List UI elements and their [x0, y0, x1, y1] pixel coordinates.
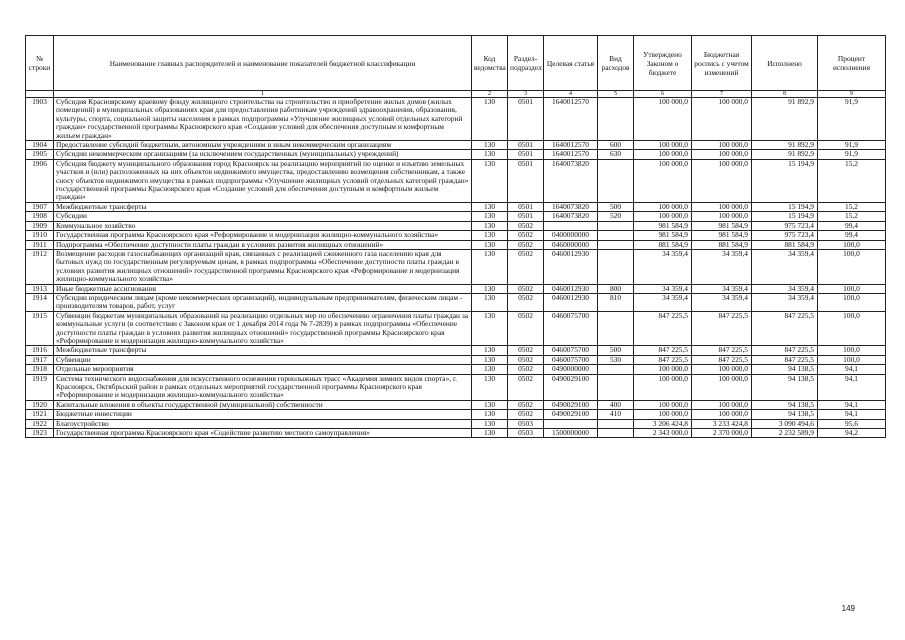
header-row-number: № строки [26, 36, 54, 91]
target-article-cell: 0460000000 [544, 240, 598, 249]
vedomstvo-cell: 130 [472, 240, 508, 249]
target-article-cell [544, 419, 598, 428]
column-number: 1 [54, 91, 472, 98]
executed-cell: 91 892,9 [752, 141, 818, 150]
target-article-cell: 0460012930 [544, 284, 598, 293]
table-row [26, 284, 886, 293]
vedomstvo-cell: 130 [472, 159, 508, 202]
expense-type-cell: 520 [598, 212, 634, 221]
vedomstvo-cell: 130 [472, 202, 508, 211]
razdel-cell: 0502 [508, 355, 544, 364]
table-row [26, 400, 886, 409]
vedomstvo-cell: 130 [472, 284, 508, 293]
target-article-cell: 0490000000 [544, 365, 598, 374]
budget-list-cell: 100 000,0 [692, 150, 752, 159]
executed-cell: 94 138,5 [752, 374, 818, 400]
vedomstvo-cell: 130 [472, 355, 508, 364]
header-executed: Исполнено [752, 36, 818, 91]
item-name-cell: Капитальные вложения в объекты государственной (муниципальной) собственности [54, 400, 472, 409]
budget-list-cell: 847 225,5 [692, 346, 752, 355]
expense-type-cell [598, 365, 634, 374]
table-row [26, 221, 886, 230]
vedomstvo-cell: 130 [472, 98, 508, 141]
executed-cell: 15 194,9 [752, 159, 818, 202]
target-article-cell: 1640073820 [544, 212, 598, 221]
header-vedomstvo: Код ведомства [472, 36, 508, 91]
column-number-row [26, 91, 886, 98]
budget-execution-table [25, 35, 886, 438]
razdel-cell: 0502 [508, 400, 544, 409]
razdel-cell: 0502 [508, 410, 544, 419]
vedomstvo-cell: 130 [472, 311, 508, 346]
target-article-cell: 0460075700 [544, 355, 598, 364]
razdel-cell: 0502 [508, 374, 544, 400]
header-budget-list: Бюджетная роспись с учетом изменений [692, 36, 752, 91]
header-expense-type: Вид расходов [598, 36, 634, 91]
header-target-article: Целевая статья [544, 36, 598, 91]
approved-cell: 881 584,9 [634, 240, 692, 249]
percent-cell: 94,1 [818, 400, 886, 409]
column-number: 2 [472, 91, 508, 98]
approved-cell: 34 359,4 [634, 249, 692, 284]
percent-cell: 99,4 [818, 231, 886, 240]
budget-list-cell: 34 359,4 [692, 293, 752, 311]
item-name-cell: Отдельные мероприятия [54, 365, 472, 374]
item-name-cell: Субсидии [54, 212, 472, 221]
razdel-cell: 0502 [508, 240, 544, 249]
target-article-cell: 0460075700 [544, 311, 598, 346]
vedomstvo-cell: 130 [472, 231, 508, 240]
percent-cell: 100,0 [818, 293, 886, 311]
table-body [26, 98, 886, 438]
approved-cell: 2 343 000,0 [634, 429, 692, 438]
table-row [26, 202, 886, 211]
razdel-cell: 0501 [508, 98, 544, 141]
vedomstvo-cell: 130 [472, 221, 508, 230]
target-article-cell: 1500000000 [544, 429, 598, 438]
header-percent: Процент исполнения [818, 36, 886, 91]
target-article-cell: 1640012570 [544, 98, 598, 141]
column-number: 5 [598, 91, 634, 98]
item-name-cell: Государственная программа Красноярского края «Содействие развитию местного самоуправления» [54, 429, 472, 438]
target-article-cell [544, 221, 598, 230]
expense-type-cell: 410 [598, 410, 634, 419]
executed-cell: 847 225,5 [752, 311, 818, 346]
executed-cell: 15 194,9 [752, 212, 818, 221]
razdel-cell: 0503 [508, 419, 544, 428]
vedomstvo-cell: 130 [472, 249, 508, 284]
row-number-cell: 1903 [26, 98, 54, 141]
budget-list-cell: 100 000,0 [692, 374, 752, 400]
expense-type-cell: 400 [598, 400, 634, 409]
budget-table-sheet [25, 35, 886, 438]
approved-cell: 100 000,0 [634, 159, 692, 202]
expense-type-cell [598, 311, 634, 346]
budget-list-cell: 2 370 000,0 [692, 429, 752, 438]
razdel-cell: 0501 [508, 141, 544, 150]
vedomstvo-cell: 130 [472, 429, 508, 438]
budget-list-cell: 847 225,5 [692, 355, 752, 364]
percent-cell: 100,0 [818, 311, 886, 346]
percent-cell: 100,0 [818, 284, 886, 293]
approved-cell: 847 225,5 [634, 311, 692, 346]
budget-list-cell: 100 000,0 [692, 159, 752, 202]
row-number-cell: 1910 [26, 231, 54, 240]
razdel-cell: 0502 [508, 346, 544, 355]
percent-cell: 15,2 [818, 159, 886, 202]
item-name-cell: Межбюджетные трансферты [54, 346, 472, 355]
table-row [26, 365, 886, 374]
column-number: 4 [544, 91, 598, 98]
approved-cell: 34 359,4 [634, 293, 692, 311]
expense-type-cell: 530 [598, 355, 634, 364]
vedomstvo-cell: 130 [472, 410, 508, 419]
vedomstvo-cell: 130 [472, 150, 508, 159]
target-article-cell: 1640012570 [544, 150, 598, 159]
page-number: 149 [841, 604, 855, 613]
razdel-cell: 0502 [508, 284, 544, 293]
table-row [26, 410, 886, 419]
percent-cell: 100,0 [818, 249, 886, 284]
approved-cell: 100 000,0 [634, 365, 692, 374]
percent-cell: 15,2 [818, 212, 886, 221]
column-number: 6 [634, 91, 692, 98]
row-number-cell: 1905 [26, 150, 54, 159]
budget-list-cell: 981 584,9 [692, 221, 752, 230]
vedomstvo-cell: 130 [472, 365, 508, 374]
target-article-cell: 0460012930 [544, 293, 598, 311]
percent-cell: 94,1 [818, 365, 886, 374]
header-name: Наименование главных распорядителей и наименование показателей бюджетной классификации [54, 36, 472, 91]
item-name-cell: Благоустройство [54, 419, 472, 428]
approved-cell: 100 000,0 [634, 400, 692, 409]
vedomstvo-cell: 130 [472, 374, 508, 400]
row-number-cell: 1917 [26, 355, 54, 364]
column-number [26, 91, 54, 98]
expense-type-cell [598, 159, 634, 202]
item-name-cell: Субсидия Красноярскому краевому фонду жилищного строительства на строительство и приобретение жилых домов (жилых помещений) в муниципальных образованиях края для предоставления работникам учреждений здравоохранения, образования, культуры, спорта, социальной защиты населения в рамках подпрограммы «Улучшение жилищных условий отдельных категорий граждан» государственной программы Красноярского края «Создание условий для обеспечения доступным и комфортным жильем граждан» [54, 98, 472, 141]
target-article-cell: 0490029100 [544, 374, 598, 400]
row-number-cell: 1921 [26, 410, 54, 419]
percent-cell: 99,4 [818, 221, 886, 230]
row-number-cell: 1906 [26, 159, 54, 202]
table-row [26, 141, 886, 150]
percent-cell: 94,1 [818, 374, 886, 400]
row-number-cell: 1908 [26, 212, 54, 221]
executed-cell: 94 138,5 [752, 400, 818, 409]
expense-type-cell: 600 [598, 141, 634, 150]
executed-cell: 975 723,4 [752, 221, 818, 230]
row-number-cell: 1918 [26, 365, 54, 374]
item-name-cell: Бюджетные инвестиции [54, 410, 472, 419]
row-number-cell: 1914 [26, 293, 54, 311]
executed-cell: 847 225,5 [752, 346, 818, 355]
table-row [26, 419, 886, 428]
budget-list-cell: 100 000,0 [692, 98, 752, 141]
expense-type-cell [598, 231, 634, 240]
column-number: 7 [692, 91, 752, 98]
percent-cell: 100,0 [818, 346, 886, 355]
row-number-cell: 1909 [26, 221, 54, 230]
expense-type-cell: 810 [598, 293, 634, 311]
vedomstvo-cell: 130 [472, 293, 508, 311]
budget-list-cell: 100 000,0 [692, 400, 752, 409]
table-row [26, 429, 886, 438]
expense-type-cell [598, 221, 634, 230]
item-name-cell: Система технического водоснабжения для искусственного оснежения горнолыжных трасс «Академия зимних видов спорта», г. Красноярск, Октябрьский район в рамках отдельных мероприятий государственной программы Красноярского края «Реформирование и модернизация жилищно-коммунального хозяйства» [54, 374, 472, 400]
razdel-cell: 0502 [508, 365, 544, 374]
row-number-cell: 1912 [26, 249, 54, 284]
expense-type-cell [598, 98, 634, 141]
row-number-cell: 1904 [26, 141, 54, 150]
razdel-cell: 0502 [508, 249, 544, 284]
table-row [26, 98, 886, 141]
executed-cell: 34 359,4 [752, 249, 818, 284]
expense-type-cell [598, 240, 634, 249]
executed-cell: 91 892,9 [752, 150, 818, 159]
target-article-cell: 0490029100 [544, 410, 598, 419]
row-number-cell: 1919 [26, 374, 54, 400]
approved-cell: 847 225,5 [634, 346, 692, 355]
row-number-cell: 1913 [26, 284, 54, 293]
executed-cell: 847 225,5 [752, 355, 818, 364]
razdel-cell: 0502 [508, 311, 544, 346]
target-article-cell: 0400000000 [544, 231, 598, 240]
expense-type-cell [598, 429, 634, 438]
item-name-cell: Возмещение расходов газоснабжающих организаций края, связанных с реализацией сжиженного газа населению края для бытовых нужд по государственным регулируемым ценам, в рамках подпрограммы «Обеспечение доступности платы граждан в условиях развития жилищных отношений» государственной программы Красноярского края «Реформирование и модернизация жилищно-коммунального хозяйства» [54, 249, 472, 284]
header-approved: Утверждено Законом о бюджете [634, 36, 692, 91]
executed-cell: 94 138,5 [752, 410, 818, 419]
razdel-cell: 0502 [508, 293, 544, 311]
target-article-cell: 1640012570 [544, 141, 598, 150]
budget-list-cell: 847 225,5 [692, 311, 752, 346]
approved-cell: 34 359,4 [634, 284, 692, 293]
approved-cell: 981 584,9 [634, 231, 692, 240]
vedomstvo-cell: 130 [472, 400, 508, 409]
row-number-cell: 1923 [26, 429, 54, 438]
table-row [26, 231, 886, 240]
approved-cell: 100 000,0 [634, 374, 692, 400]
budget-list-cell: 100 000,0 [692, 141, 752, 150]
expense-type-cell [598, 419, 634, 428]
percent-cell: 95,6 [818, 419, 886, 428]
vedomstvo-cell: 130 [472, 346, 508, 355]
approved-cell: 100 000,0 [634, 202, 692, 211]
budget-list-cell: 881 584,9 [692, 240, 752, 249]
percent-cell: 91,9 [818, 141, 886, 150]
table-row [26, 374, 886, 400]
table-row [26, 240, 886, 249]
header-row [26, 36, 886, 91]
budget-list-cell: 3 233 424,8 [692, 419, 752, 428]
executed-cell: 91 892,9 [752, 98, 818, 141]
budget-list-cell: 100 000,0 [692, 410, 752, 419]
percent-cell: 94,2 [818, 429, 886, 438]
item-name-cell: Субсидии некоммерческим организациям (за исключением государственных (муниципальных) учреждений) [54, 150, 472, 159]
column-number: 8 [752, 91, 818, 98]
table-row [26, 355, 886, 364]
percent-cell: 15,2 [818, 202, 886, 211]
expense-type-cell [598, 249, 634, 284]
executed-cell: 881 584,9 [752, 240, 818, 249]
budget-list-cell: 100 000,0 [692, 365, 752, 374]
table-row [26, 249, 886, 284]
razdel-cell: 0501 [508, 202, 544, 211]
razdel-cell: 0502 [508, 231, 544, 240]
executed-cell: 34 359,4 [752, 284, 818, 293]
expense-type-cell: 630 [598, 150, 634, 159]
executed-cell: 15 194,9 [752, 202, 818, 211]
table-row [26, 212, 886, 221]
item-name-cell: Иные бюджетные ассигнования [54, 284, 472, 293]
executed-cell: 3 090 494,6 [752, 419, 818, 428]
approved-cell: 847 225,5 [634, 355, 692, 364]
executed-cell: 975 723,4 [752, 231, 818, 240]
approved-cell: 100 000,0 [634, 141, 692, 150]
percent-cell: 100,0 [818, 355, 886, 364]
item-name-cell: Субвенции [54, 355, 472, 364]
row-number-cell: 1916 [26, 346, 54, 355]
row-number-cell: 1907 [26, 202, 54, 211]
percent-cell: 91,9 [818, 150, 886, 159]
executed-cell: 2 232 589,9 [752, 429, 818, 438]
vedomstvo-cell: 130 [472, 212, 508, 221]
item-name-cell: Субсидия бюджету муниципального образования город Красноярск на реализацию мероприятий по оценке и изъятию земельных участков и (или) расположенных на них объектов недвижимого имущества, предоставлению возмещения собственникам, а также сносу объектов недвижимого имущества в рамках подпрограммы «Улучшение жилищных условий отдельных категорий граждан» государственной программы Красноярского края «Создание условий для обеспечения доступным и комфортным жильем граждан» [54, 159, 472, 202]
row-number-cell: 1922 [26, 419, 54, 428]
item-name-cell: Субсидии юридическим лицам (кроме некоммерческих организаций), индивидуальным предпринимателям, физическим лицам - производителям товаров, работ, услуг [54, 293, 472, 311]
table-row [26, 311, 886, 346]
percent-cell: 91,9 [818, 98, 886, 141]
approved-cell: 100 000,0 [634, 98, 692, 141]
item-name-cell: Подпрограмма «Обеспечение доступности платы граждан в условиях развития жилищных отношений» [54, 240, 472, 249]
razdel-cell: 0503 [508, 429, 544, 438]
budget-list-cell: 981 584,9 [692, 231, 752, 240]
item-name-cell: Межбюджетные трансферты [54, 202, 472, 211]
table-row [26, 159, 886, 202]
target-article-cell: 0460075700 [544, 346, 598, 355]
item-name-cell: Субвенции бюджетам муниципальных образований на реализацию отдельных мер по обеспечению ограничения платы граждан за коммунальные услуги (в соответствии с Законом края от 1 декабря 2014 года № 7-2839) в рамках подпрограммы «Обеспечение доступности платы граждан в условиях развития жилищных отношений» государственной программы Красноярского края «Реформирование и модернизация жилищно-коммунального хозяйства» [54, 311, 472, 346]
table-row [26, 150, 886, 159]
item-name-cell: Государственная программа Красноярского края «Реформирование и модернизация жилищно-коммунального хозяйства» [54, 231, 472, 240]
vedomstvo-cell: 130 [472, 419, 508, 428]
percent-cell: 100,0 [818, 240, 886, 249]
column-number: 3 [508, 91, 544, 98]
expense-type-cell: 500 [598, 202, 634, 211]
expense-type-cell [598, 374, 634, 400]
row-number-cell: 1915 [26, 311, 54, 346]
header-razdel: Раздел-подраздел [508, 36, 544, 91]
approved-cell: 981 584,9 [634, 221, 692, 230]
target-article-cell: 1640073820 [544, 202, 598, 211]
row-number-cell: 1911 [26, 240, 54, 249]
column-number: 9 [818, 91, 886, 98]
vedomstvo-cell: 130 [472, 141, 508, 150]
razdel-cell: 0501 [508, 150, 544, 159]
row-number-cell: 1920 [26, 400, 54, 409]
budget-list-cell: 100 000,0 [692, 212, 752, 221]
executed-cell: 34 359,4 [752, 293, 818, 311]
razdel-cell: 0501 [508, 159, 544, 202]
budget-list-cell: 100 000,0 [692, 202, 752, 211]
table-row [26, 293, 886, 311]
percent-cell: 94,1 [818, 410, 886, 419]
expense-type-cell: 800 [598, 284, 634, 293]
approved-cell: 3 206 424,8 [634, 419, 692, 428]
table-row [26, 346, 886, 355]
item-name-cell: Коммунальное хозяйство [54, 221, 472, 230]
budget-list-cell: 34 359,4 [692, 249, 752, 284]
budget-list-cell: 34 359,4 [692, 284, 752, 293]
target-article-cell: 1640073820 [544, 159, 598, 202]
item-name-cell: Предоставление субсидий бюджетным, автономным учреждениям и иным некоммерческим организациям [54, 141, 472, 150]
executed-cell: 94 138,5 [752, 365, 818, 374]
target-article-cell: 0460012930 [544, 249, 598, 284]
razdel-cell: 0501 [508, 212, 544, 221]
approved-cell: 100 000,0 [634, 410, 692, 419]
target-article-cell: 0490029100 [544, 400, 598, 409]
approved-cell: 100 000,0 [634, 212, 692, 221]
approved-cell: 100 000,0 [634, 150, 692, 159]
expense-type-cell: 500 [598, 346, 634, 355]
razdel-cell: 0502 [508, 221, 544, 230]
